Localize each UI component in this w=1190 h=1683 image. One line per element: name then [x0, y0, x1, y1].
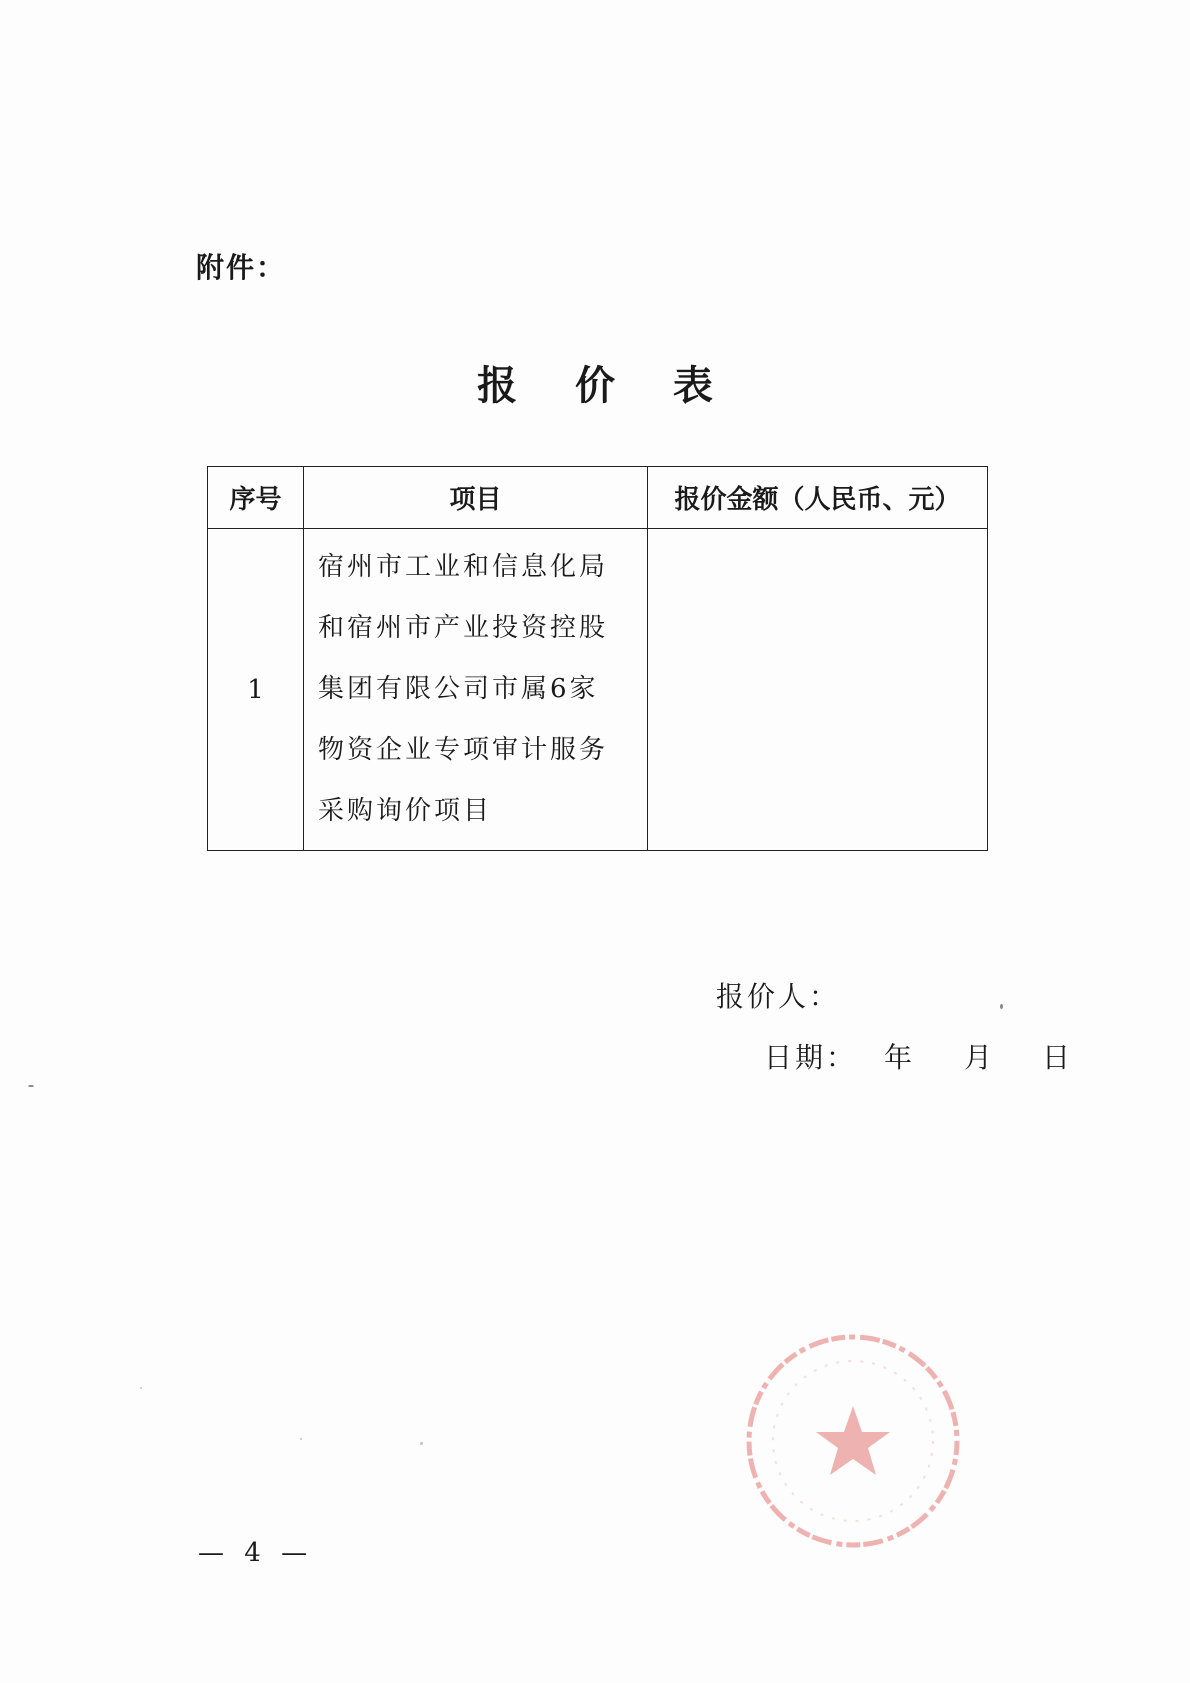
page-number: — 4 —: [198, 1538, 314, 1568]
scan-speck: [1000, 1004, 1003, 1009]
month-label: 月: [964, 1041, 996, 1074]
item-text-line: 和宿州市产业投资控股: [318, 613, 609, 643]
header-quote-amount: 报价金额（人民币、元）: [648, 467, 988, 529]
item-text-line: 采购询价项目: [318, 796, 493, 826]
date-label: 日期：: [764, 1041, 858, 1074]
table-row: [208, 529, 988, 851]
quotation-table: [207, 466, 988, 851]
official-seal-icon: [740, 1328, 966, 1554]
header-item: 项目: [304, 467, 648, 529]
year-label: 年: [884, 1041, 916, 1074]
star-seal-icon: [816, 1406, 890, 1475]
page-title: 报 价 表: [477, 363, 735, 409]
scan-speck: [28, 1085, 34, 1087]
date-line: [764, 1036, 1073, 1076]
item-text-line: 宿州市工业和信息化局: [318, 552, 609, 582]
scan-speck: [140, 1387, 142, 1389]
attachment-label: 附件：: [196, 251, 287, 284]
cell-serial-number: 1: [208, 529, 304, 851]
scan-speck: [420, 1442, 423, 1445]
cell-item: [304, 529, 648, 851]
table-header-row: [208, 467, 988, 529]
header-serial-number: 序号: [208, 467, 304, 529]
cell-quote-amount: [648, 529, 988, 851]
day-label: 日: [1042, 1041, 1074, 1074]
item-text-line: 集团有限公司市属6家: [318, 674, 599, 704]
quoter-label: 报价人：: [716, 980, 841, 1013]
item-text-line: 物资企业专项审计服务: [318, 735, 609, 765]
scan-speck: [300, 1438, 302, 1440]
